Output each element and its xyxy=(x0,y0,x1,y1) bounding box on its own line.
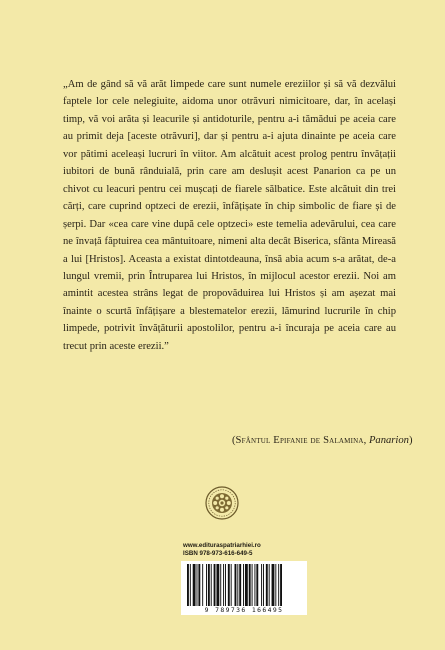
barcode-bar xyxy=(278,564,279,606)
barcode-bar xyxy=(254,564,255,606)
barcode-bar xyxy=(269,564,270,606)
barcode-bar xyxy=(190,564,191,606)
barcode-bar xyxy=(216,564,219,606)
barcode-bar xyxy=(252,564,253,606)
attribution-separator: , xyxy=(363,435,369,446)
barcode-bar xyxy=(187,564,189,606)
publisher-info xyxy=(183,542,303,558)
isbn: ISBN 978-973-616-649-5 xyxy=(183,550,253,557)
publisher-emblem-icon xyxy=(205,486,239,520)
barcode-bar xyxy=(243,564,244,606)
barcode-bar xyxy=(235,564,237,606)
barcode-bar xyxy=(231,564,232,606)
barcode-bar xyxy=(280,564,282,606)
barcode-bar xyxy=(223,564,224,606)
barcode-bar xyxy=(237,564,238,606)
barcode-bar xyxy=(193,564,196,606)
barcode-bar xyxy=(214,564,216,606)
barcode-bar xyxy=(211,564,212,606)
quote-attribution xyxy=(232,434,413,448)
barcode-bar xyxy=(263,564,264,606)
barcode-bar xyxy=(206,564,207,606)
quote-paragraph: „Am de gând să vă arăt limpede care sunt numele ereziilor și să vă dezvălui faptele lor cele nelegiuite, aidoma unor otrăvuri nimicitoare, dar, în același timp, vă voi arăta și leacurile și antidoturile, pentru a-i tămădui pe aceia care au primit deja [aceste otrăvuri], dar și pentru a-i ajuta dinainte pe aceia care vor pătimi aceleași lucruri în viitor. Am alcătuit acest prolog pentru învățații iubitori de bună rânduială, prin care am deslușit acest Panarion ca pe un chivot cu leacuri pentru cei mușcați de fiarele sălbatice. Este alcătuit din trei cărți, care cuprind optzeci de erezii, înfățișate în chip simbolic de fiare și de șerpi. Dar «cea care vine după cele optzeci» este temelia adevărului, cea care ne învață făptuirea cea mântuitoare, nimeni alta decât Biserica, sfânta Mireasă a lui [Hristos]. Aceasta a existat dintotdeauna, însă abia acum s-a arătat, de-a lungul vremii, prin Întruparea lui Hristos, în mijlocul acestor erezii. Noi am amintit acestea strâns legat de propovăduirea lui Hristos și am așezat mai înainte o scurtă înfățișare a blestematelor erezii, lămurind lucrurile în chip limpede, potrivit învățăturii apostolilor, pentru a-i încuraja pe aceia care au trecut prin aceste erezii.” xyxy=(63,79,396,352)
barcode-bar xyxy=(275,564,276,606)
barcode-bar xyxy=(197,564,198,606)
attribution-author: Sfântul Epifanie de Salamina xyxy=(235,435,364,446)
barcode-bar xyxy=(272,564,275,606)
barcode-bar xyxy=(202,564,203,606)
barcode-bar xyxy=(208,564,210,606)
barcode-bar xyxy=(256,564,258,606)
barcode-bar xyxy=(239,564,241,606)
barcode xyxy=(181,561,307,615)
attribution-open-paren: ( xyxy=(232,435,236,446)
barcode-bar xyxy=(245,564,248,606)
barcode-bar xyxy=(225,564,226,606)
barcode-bar xyxy=(261,564,262,606)
barcode-bar xyxy=(198,564,200,606)
barcode-bar xyxy=(220,564,221,606)
barcode-bar xyxy=(228,564,230,606)
barcode-bars xyxy=(181,561,307,607)
barcode-bar xyxy=(266,564,268,606)
publisher-website: www.edituraspatriarhiei.ro xyxy=(183,542,261,549)
attribution-close-paren: ) xyxy=(408,435,413,446)
attribution-work-title: Panarion xyxy=(368,435,409,446)
barcode-digits: 9 789736 166495 xyxy=(204,606,284,614)
barcode-bar xyxy=(249,564,251,606)
